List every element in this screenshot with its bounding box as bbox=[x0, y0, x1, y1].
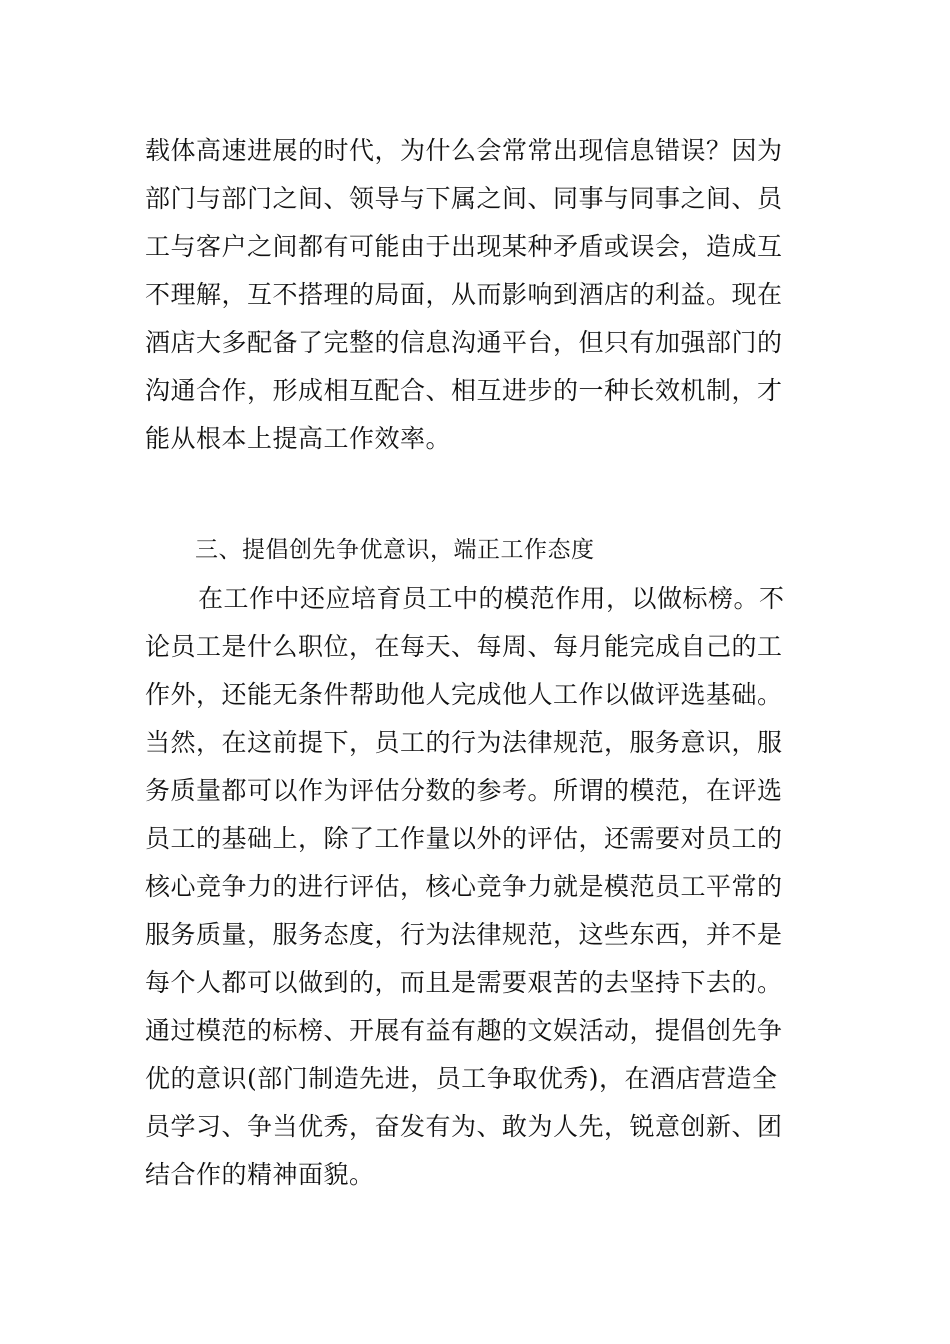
paragraph-line: 工与客户之间都有可能由于出现某种矛盾或误会，造成互 bbox=[145, 232, 783, 261]
paragraph-line: 结合作的精神面貌。 bbox=[145, 1160, 375, 1189]
paragraph-line: 员学习、争当优秀，奋发有为、敢为人先，锐意创新、团 bbox=[145, 1112, 783, 1141]
paragraph-line: 载体高速进展的时代，为什么会常常出现信息错误？因为 bbox=[145, 136, 783, 165]
paragraph-line: 务质量都可以作为评估分数的参考。所谓的模范，在评选 bbox=[145, 776, 783, 805]
paragraph-line: 论员工是什么职位，在每天、每周、每月能完成自己的工 bbox=[145, 632, 783, 661]
paragraph-line: 酒店大多配备了完整的信息沟通平台，但只有加强部门的 bbox=[145, 328, 783, 357]
paragraph-line: 能从根本上提高工作效率。 bbox=[145, 424, 452, 453]
paragraph-line: 每个人都可以做到的，而且是需要艰苦的去坚持下去的。 bbox=[145, 968, 783, 997]
paragraph-line: 不理解，互不搭理的局面，从而影响到酒店的利益。现在 bbox=[145, 280, 783, 309]
paragraph-line: 部门与部门之间、领导与下属之间、同事与同事之间、员 bbox=[145, 184, 783, 213]
paragraph-line: 服务质量，服务态度，行为法律规范，这些东西，并不是 bbox=[145, 920, 783, 949]
paragraph-line: 优的意识(部门制造先进，员工争取优秀)，在酒店营造全 bbox=[145, 1064, 778, 1093]
section-heading: 三、提倡创先争优意识，端正工作态度 bbox=[195, 537, 595, 563]
paragraph-line: 作外，还能无条件帮助他人完成他人工作以做评选基础。 bbox=[145, 680, 783, 709]
paragraph-line: 员工的基础上，除了工作量以外的评估，还需要对员工的 bbox=[145, 824, 783, 853]
paragraph-line: 当然，在这前提下，员工的行为法律规范，服务意识，服 bbox=[145, 728, 783, 757]
paragraph-line: 通过模范的标榜、开展有益有趣的文娱活动，提倡创先争 bbox=[145, 1016, 783, 1045]
paragraph-line: 沟通合作，形成相互配合、相互进步的一种长效机制，才 bbox=[145, 376, 783, 405]
paragraph-line: 在工作中还应培育员工中的模范作用，以做标榜。不 bbox=[198, 584, 785, 613]
paragraph-line: 核心竞争力的进行评估，核心竞争力就是模范员工平常的 bbox=[145, 872, 783, 901]
